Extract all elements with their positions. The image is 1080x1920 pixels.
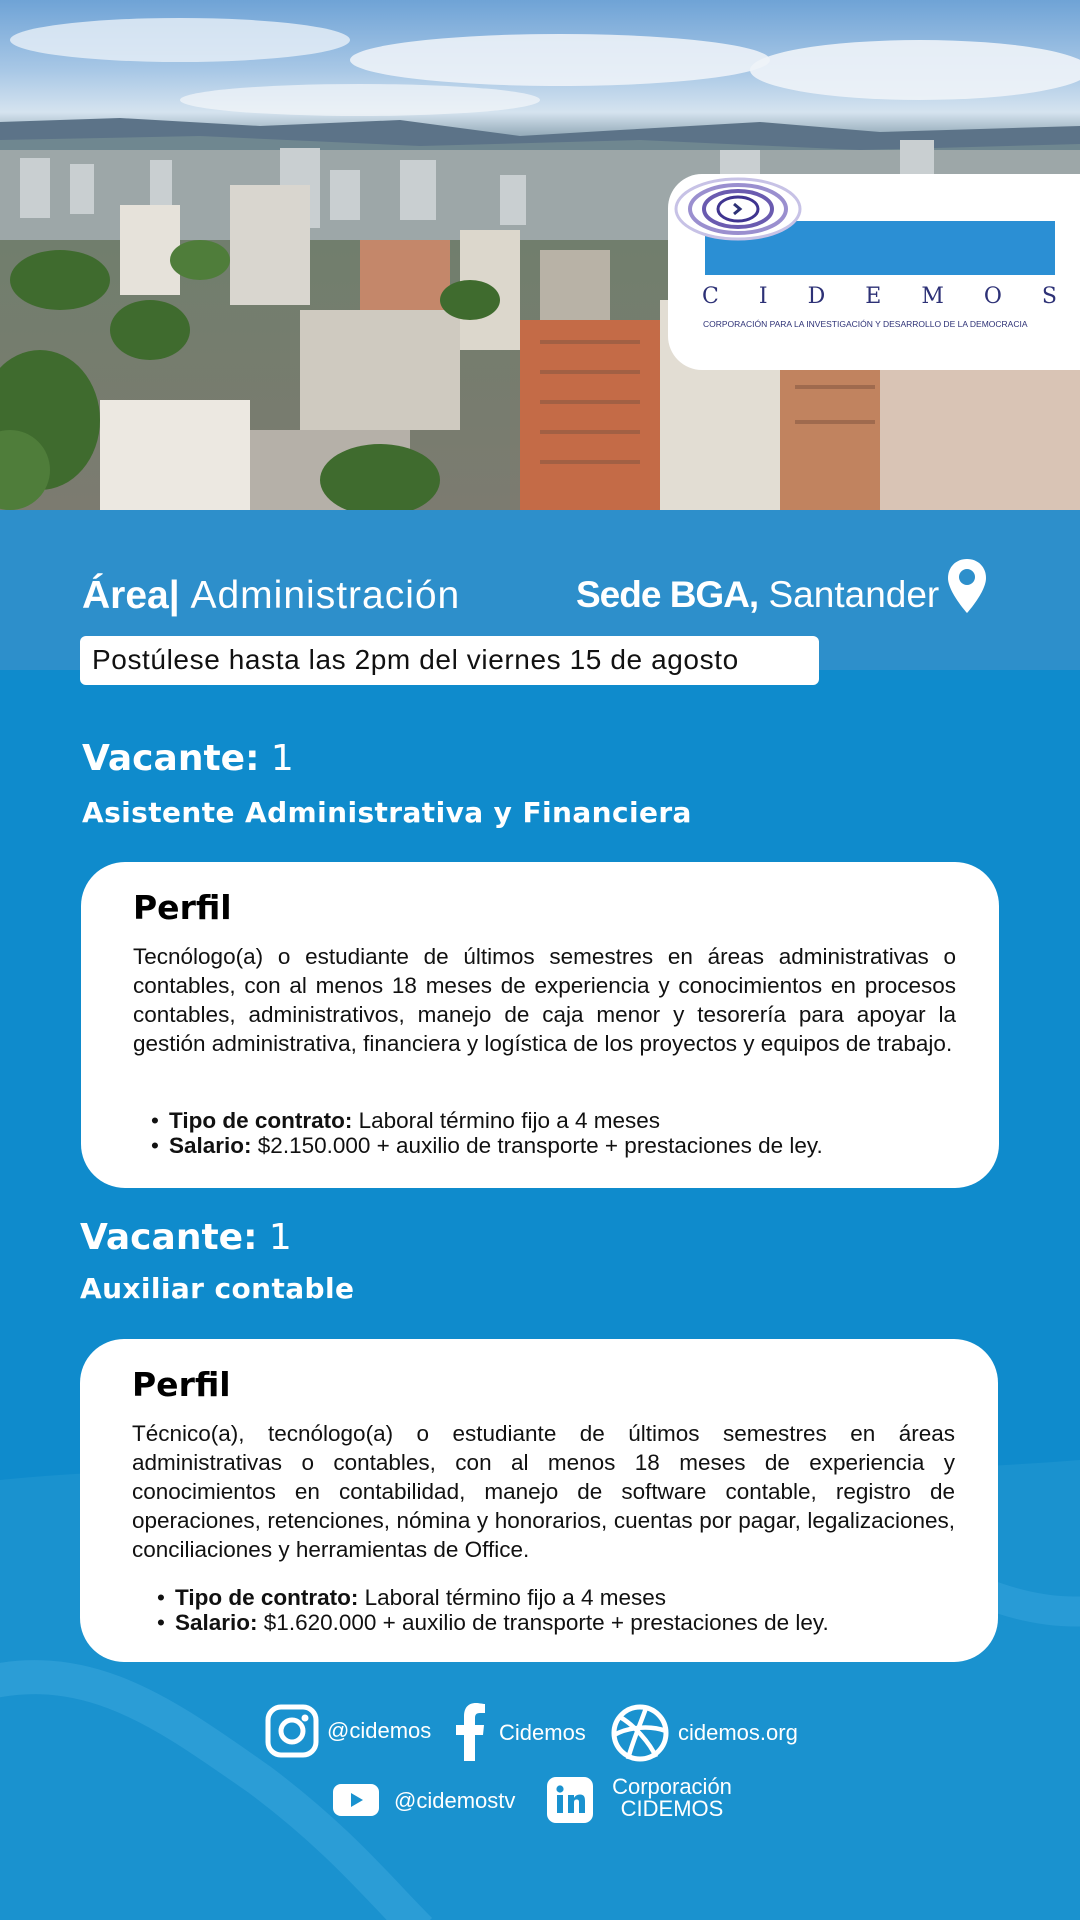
- linkedin-line-2: CIDEMOS: [620, 1796, 724, 1821]
- linkedin-line-1: Corporación: [612, 1774, 732, 1799]
- salary-value: $1.620.000 + auxilio de transporte + prestaciones de ley.: [263, 1610, 829, 1635]
- salary-value: $2.150.000 + auxilio de transporte + prestaciones de ley.: [257, 1133, 823, 1158]
- linkedin-name[interactable]: [610, 1776, 734, 1820]
- logo-letter: O: [983, 284, 1003, 309]
- logo-letter: M: [921, 284, 945, 309]
- contract-item: [157, 1585, 829, 1610]
- location-pin-icon: [946, 557, 988, 615]
- vacancy-2-title: [80, 1217, 292, 1258]
- contract-label: Tipo de contrato:: [175, 1585, 359, 1610]
- contract-item: [151, 1108, 823, 1133]
- vacancy-1-title: [82, 738, 294, 779]
- sede-label: Sede BGA,: [576, 574, 759, 615]
- cidemos-logo-card: [668, 174, 1080, 370]
- salary-label: Salario:: [169, 1133, 252, 1158]
- logo-letter: C: [702, 284, 720, 309]
- logo-letter: D: [807, 284, 827, 309]
- profile-text: Tecnólogo(a) o estudiante de últimos semestres en áreas administrativas o contables, con al menos 18 meses de experiencia y conocimientos en procesos contables, administrativos, manejo de caja menor y tesorería para apoyar la gestión administrativa, financiera y logística de los proyectos y equipos de trabajo.: [133, 944, 956, 1056]
- logo-letter: E: [865, 284, 883, 309]
- facebook-handle[interactable]: Cidemos: [499, 1720, 586, 1745]
- salary-item: [151, 1133, 823, 1158]
- area-value: Administración: [190, 574, 461, 617]
- profile-title: Perfil: [132, 1365, 231, 1404]
- vacancy-2-details: [157, 1585, 829, 1635]
- youtube-icon[interactable]: [333, 1784, 379, 1816]
- sede-heading: [576, 574, 939, 616]
- area-label: Área|: [82, 574, 180, 617]
- contract-value: Laboral término fijo a 4 meses: [364, 1585, 667, 1610]
- salary-item: [157, 1610, 829, 1635]
- logo-subtitle: CORPORACIÓN PARA LA INVESTIGACIÓN Y DESARROLLO DE LA DEMOCRACIA: [703, 319, 1028, 329]
- contract-value: Laboral término fijo a 4 meses: [358, 1108, 661, 1133]
- sede-value: Santander: [768, 574, 940, 615]
- vacancy-2-profile-card: [80, 1339, 998, 1662]
- instagram-icon[interactable]: [265, 1704, 319, 1758]
- profile-text: Técnico(a), tecnólogo(a) o estudiante de últimos semestres en áreas administrativas o contables, con al menos 18 meses de experiencia y conocimientos en contabilidad, manejo de software contable, registro de operaciones, retenciones, nómina y honorarios, cuentas por pagar, legalizaciones, conciliaciones y herramientas de Office.: [132, 1421, 955, 1562]
- website-icon[interactable]: [610, 1703, 670, 1763]
- vacancy-1-details: [151, 1108, 823, 1158]
- facebook-icon[interactable]: [456, 1703, 486, 1761]
- vacancy-2-role: Auxiliar contable: [80, 1272, 355, 1305]
- profile-title: Perfil: [133, 888, 232, 927]
- cidemos-emblem-icon: [668, 174, 808, 244]
- youtube-handle[interactable]: @cidemostv: [394, 1788, 516, 1813]
- logo-letter: I: [758, 284, 769, 309]
- area-heading: [82, 574, 460, 618]
- instagram-handle[interactable]: @cidemos: [327, 1718, 432, 1743]
- linkedin-icon[interactable]: [547, 1777, 593, 1823]
- website-link[interactable]: cidemos.org: [678, 1720, 798, 1745]
- contract-label: Tipo de contrato:: [169, 1108, 353, 1133]
- deadline-banner: Postúlese hasta las 2pm del viernes 15 de agosto: [80, 636, 819, 685]
- vacancy-1-role: Asistente Administrativa y Financiera: [82, 796, 692, 829]
- vacancy-count: 1: [270, 738, 294, 779]
- logo-wordmark: [702, 284, 1058, 309]
- vacancy-1-profile-card: [81, 862, 999, 1188]
- vacancy-count: 1: [268, 1217, 292, 1258]
- salary-label: Salario:: [175, 1610, 258, 1635]
- hero-city-photo: [0, 0, 1080, 510]
- vacancy-label: Vacante:: [82, 738, 260, 779]
- vacancy-label: Vacante:: [80, 1217, 258, 1258]
- logo-letter: S: [1041, 284, 1058, 309]
